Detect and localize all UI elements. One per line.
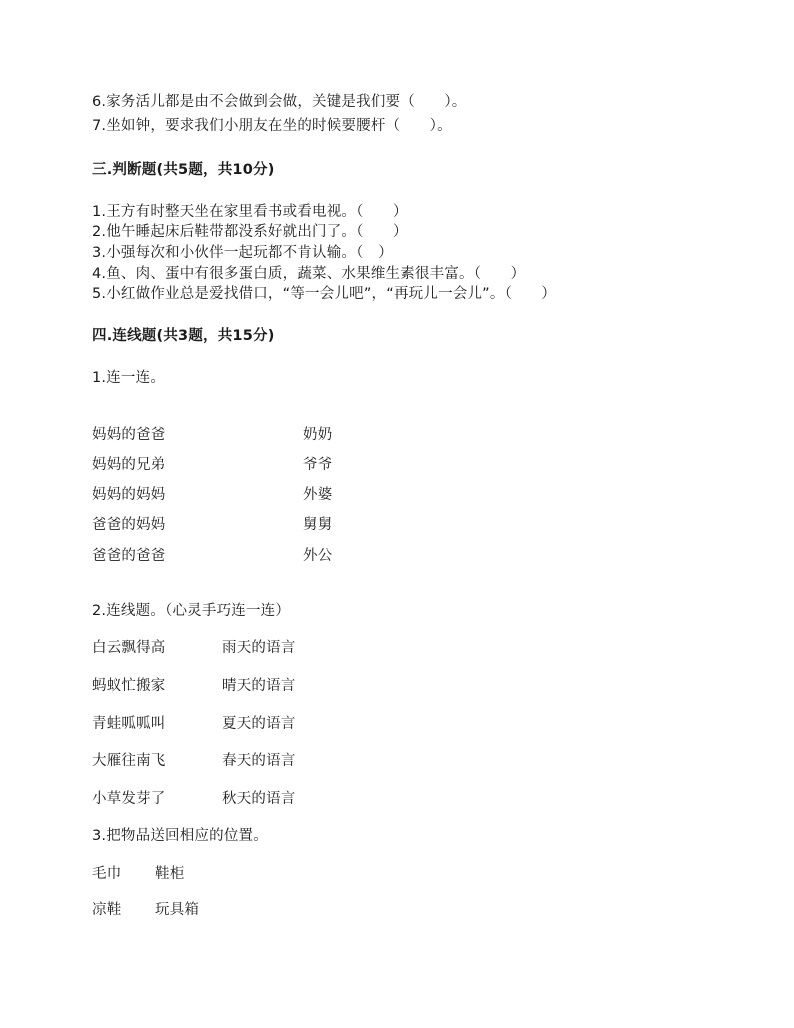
match-q1-left-item: 妈妈的爸爸: [92, 427, 166, 443]
fill-in-question-7: 7.坐如钟，要求我们小朋友在坐的时候要腰杆（ ）。: [92, 118, 452, 134]
match-q2-right-item: 春天的语言: [222, 753, 296, 769]
judge-question-5: 5.小红做作业总是爱找借口，“等一会儿吧”，“再玩儿一会儿”。（ ）: [92, 286, 557, 302]
match-q3-right-item: 鞋柜: [155, 866, 185, 882]
judge-question-4: 4.鱼、肉、蛋中有很多蛋白质，蔬菜、水果维生素很丰富。（ ）: [92, 266, 526, 282]
match-q1-right-item: 舅舅: [303, 517, 333, 533]
match-q1-left-item: 妈妈的妈妈: [92, 487, 166, 503]
match-q3-left-item: 凉鞋: [92, 902, 122, 918]
judge-question-1: 1.王方有时整天坐在家里看书或看电视。（ ）: [92, 204, 408, 220]
match-q1-left-item: 爸爸的爸爸: [92, 548, 166, 564]
match-q2-right-item: 晴天的语言: [222, 678, 296, 694]
match-q2-left-item: 青蛙呱呱叫: [92, 716, 166, 732]
section-judge-title: 三.判断题(共5题，共10分): [92, 162, 275, 178]
match-q1-left-item: 妈妈的兄弟: [92, 457, 166, 473]
match-q2-left-item: 大雁往南飞: [92, 753, 166, 769]
fill-in-question-6: 6.家务活儿都是由不会做到会做，关键是我们要（ ）。: [92, 94, 467, 110]
match-q3-right-item: 玩具箱: [155, 902, 200, 918]
match-q1-right-item: 爷爷: [303, 457, 333, 473]
match-q1-right-item: 外公: [303, 548, 333, 564]
match-q2-right-item: 夏天的语言: [222, 716, 296, 732]
match-q2-right-item: 雨天的语言: [222, 640, 296, 656]
match-q3-prompt: 3.把物品送回相应的位置。: [92, 828, 268, 844]
match-q1-right-item: 奶奶: [303, 427, 333, 443]
match-q2-left-item: 小草发芽了: [92, 791, 166, 807]
match-q2-right-item: 秋天的语言: [222, 791, 296, 807]
judge-question-2: 2.他午睡起床后鞋带都没系好就出门了。（ ）: [92, 224, 408, 240]
match-q1-prompt: 1.连一连。: [92, 370, 166, 386]
section-match-title: 四.连线题(共3题，共15分): [92, 328, 275, 344]
match-q1-left-item: 爸爸的妈妈: [92, 517, 166, 533]
judge-question-3: 3.小强每次和小伙伴一起玩都不肯认输。（ ）: [92, 245, 393, 261]
match-q2-prompt: 2.连线题。（心灵手巧连一连）: [92, 603, 291, 619]
match-q3-left-item: 毛巾: [92, 866, 122, 882]
match-q2-left-item: 蚂蚁忙搬家: [92, 678, 166, 694]
match-q2-left-item: 白云飘得高: [92, 640, 166, 656]
match-q1-right-item: 外婆: [303, 487, 333, 503]
